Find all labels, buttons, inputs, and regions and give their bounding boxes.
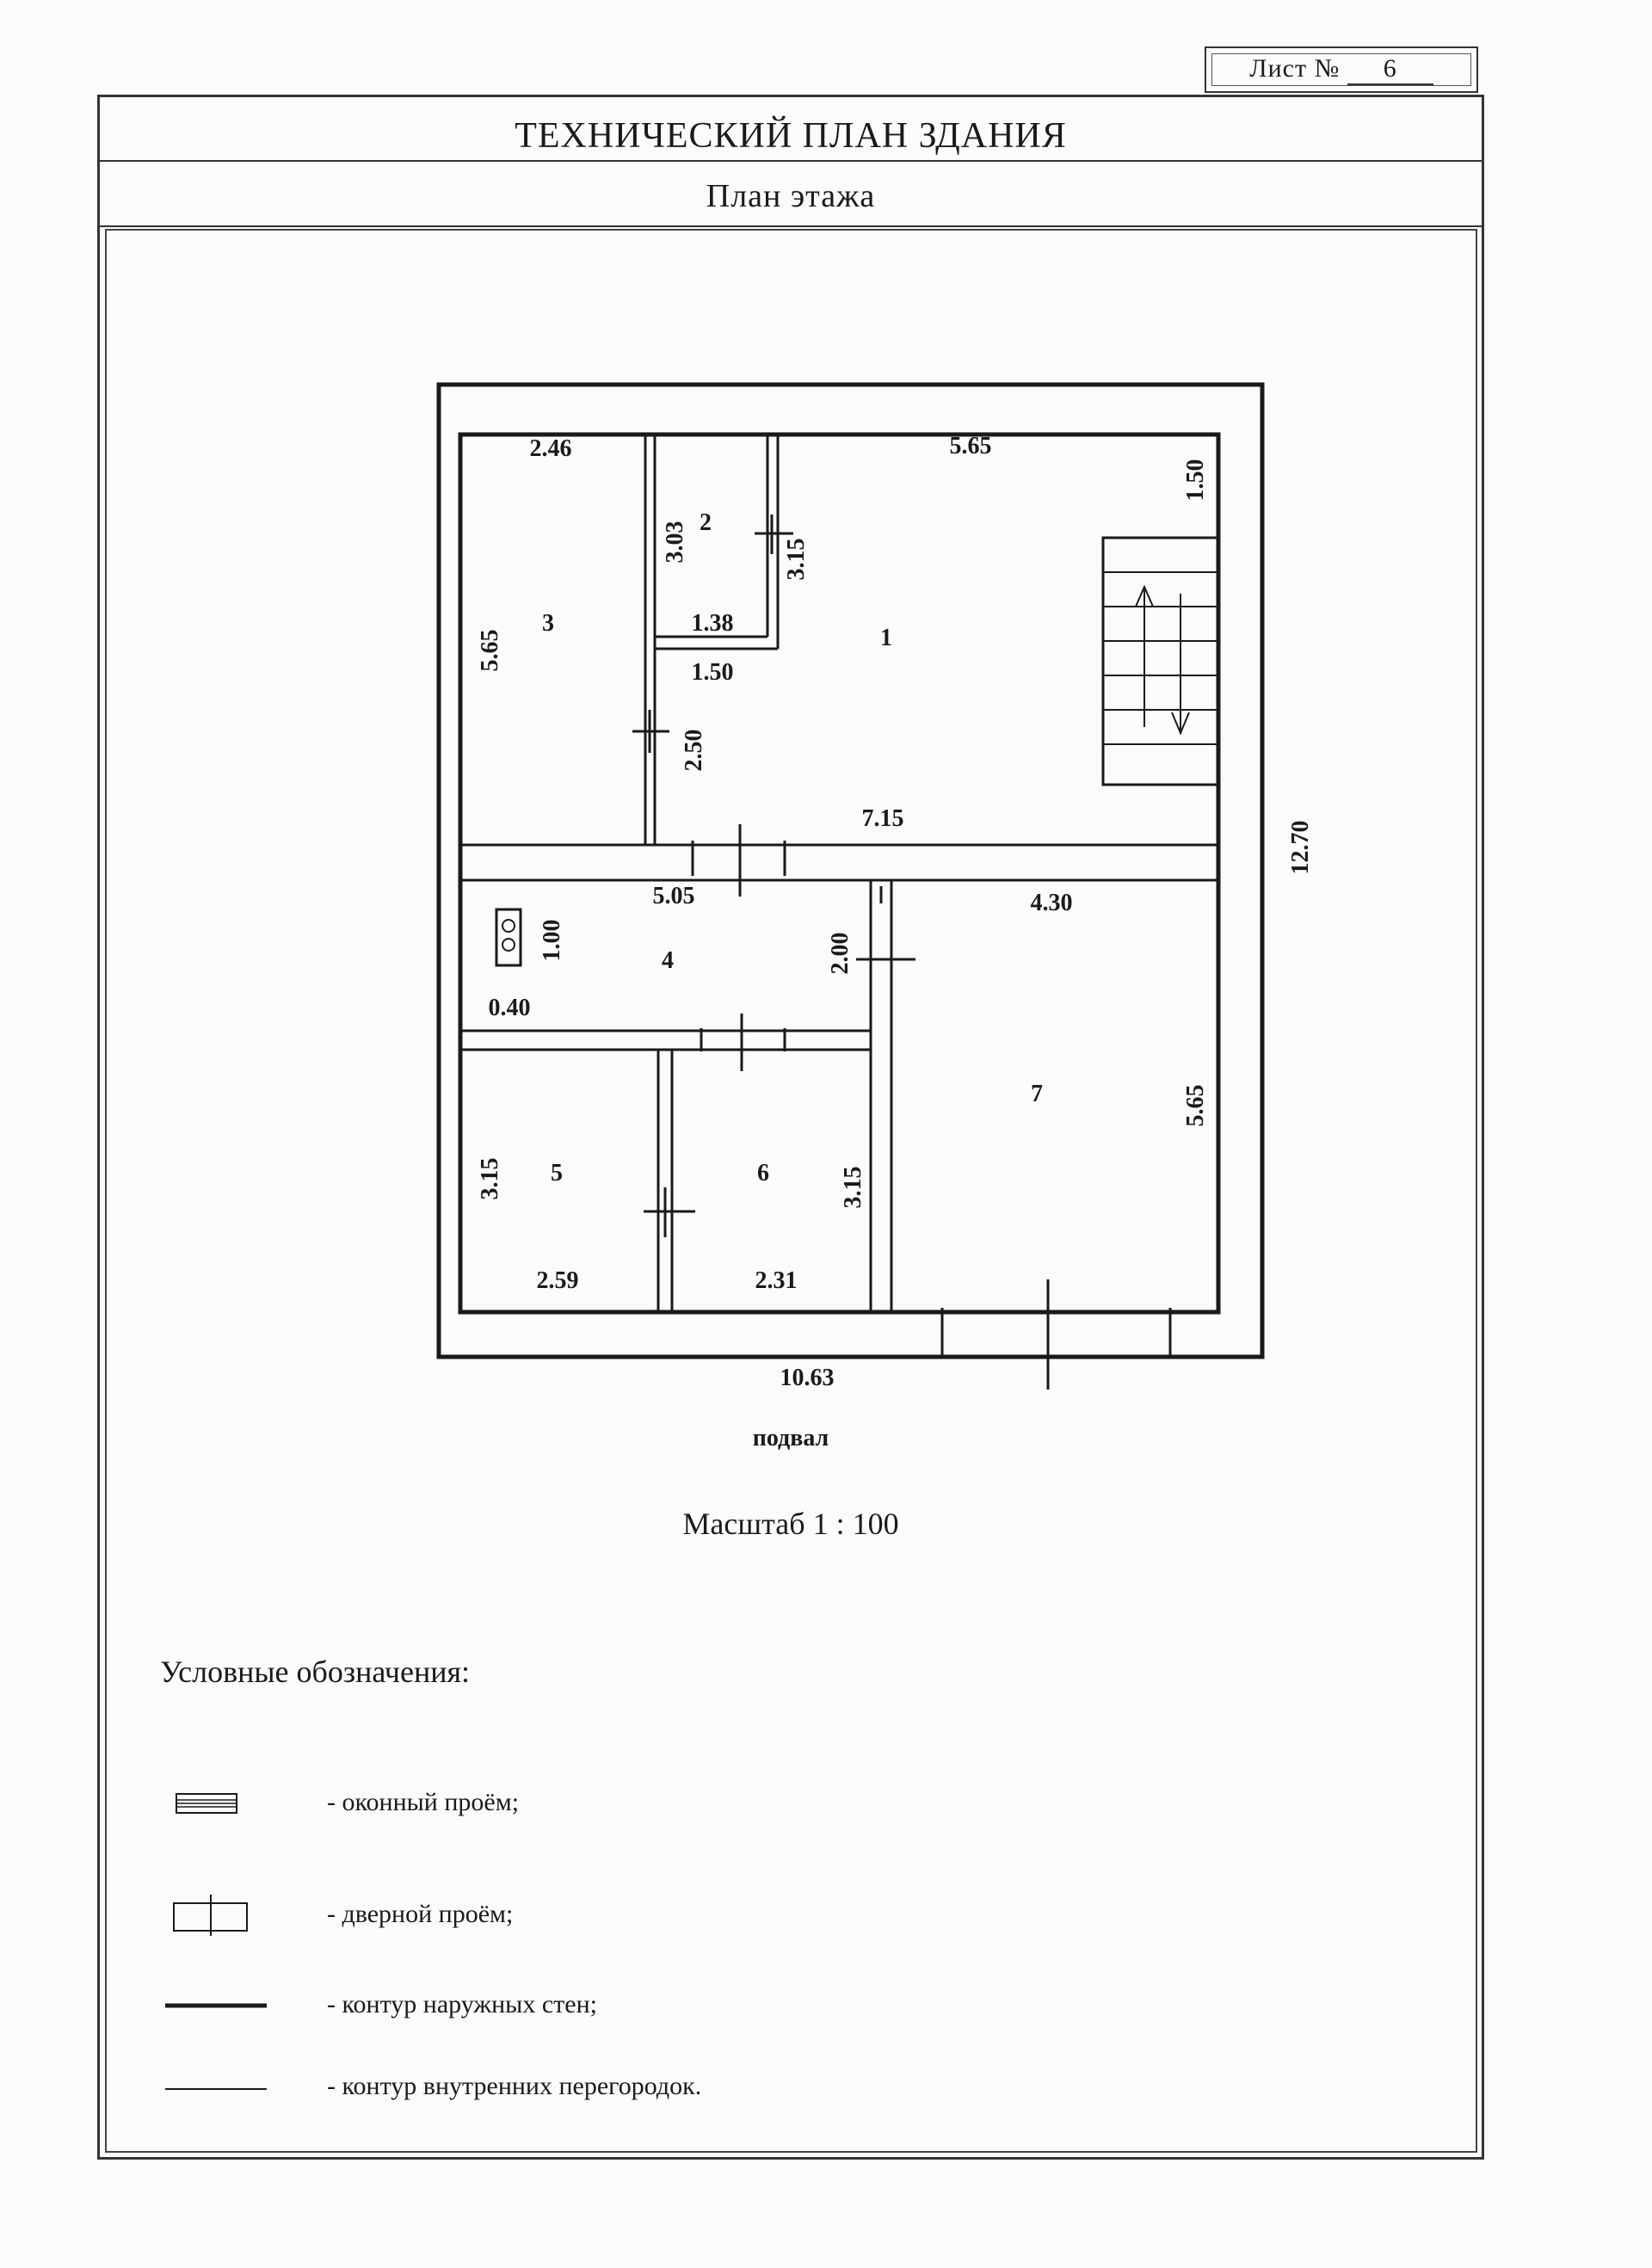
page-subtitle: План этажа (706, 178, 876, 214)
dim-1-50-r2: 1.50 (691, 659, 734, 686)
dim-5-05: 5.05 (652, 883, 695, 909)
door-opening-icon (163, 1893, 267, 1936)
dim-3-15-r5: 3.15 (477, 1157, 503, 1200)
dim-12-70: 12.70 (1287, 820, 1314, 875)
legend-text-interior-partition: - контур внутренних перегородок. (327, 2072, 702, 2100)
exterior-wall-icon (163, 1983, 267, 2026)
legend-item-interior-partition (163, 2065, 702, 2108)
legend-item-door (163, 1893, 514, 1936)
dim-3-03: 3.03 (662, 521, 688, 564)
plan-caption: подвал (752, 1425, 829, 1451)
dim-1-38: 1.38 (691, 610, 734, 637)
dim-1-50-right: 1.50 (1182, 459, 1209, 502)
dim-5-65-top: 5.65 (949, 433, 992, 459)
exterior-wall-outer (439, 385, 1262, 1357)
room-7-label: 7 (1031, 1081, 1043, 1107)
dim-2-31: 2.31 (755, 1267, 798, 1294)
legend-item-exterior-wall (163, 1983, 597, 2026)
dim-3-15-r2: 3.15 (783, 538, 810, 581)
dim-2-50: 2.50 (681, 729, 707, 772)
room-5-label: 5 (551, 1160, 563, 1186)
legend-text-window: - оконный проём; (327, 1788, 520, 1816)
page-title: ТЕХНИЧЕСКИЙ ПЛАН ЗДАНИЯ (515, 116, 1067, 156)
sheet-number: 6 (1347, 54, 1433, 85)
room-4-label: 4 (662, 947, 674, 974)
stove-symbol (496, 909, 521, 965)
dim-0-40: 0.40 (488, 995, 531, 1021)
dim-1-00: 1.00 (539, 919, 565, 962)
dim-4-30: 4.30 (1030, 890, 1073, 916)
scale-label: Масштаб 1 : 100 (682, 1507, 899, 1541)
dim-2-46: 2.46 (529, 435, 572, 462)
room-2-label: 2 (700, 509, 712, 536)
dim-3-15-r6: 3.15 (840, 1166, 866, 1209)
dim-5-65-r3: 5.65 (477, 629, 503, 672)
sheet-number-label: Лист № 6 (1249, 54, 1433, 85)
window-opening-icon (163, 1781, 267, 1824)
legend-text-door: - дверной проём; (327, 1900, 514, 1928)
legend-item-window (163, 1781, 520, 1824)
legend-text-exterior-wall: - контур наружных стен; (327, 1990, 597, 2018)
interior-partition-icon (163, 2065, 267, 2108)
legend-title: Условные обозначения: (160, 1655, 471, 1689)
room-3-label: 3 (542, 610, 554, 637)
room-1-label: 1 (880, 625, 892, 651)
door-symbols (632, 515, 1170, 1390)
room-6-label: 6 (757, 1160, 769, 1186)
dim-5-65-r7: 5.65 (1182, 1084, 1209, 1127)
dim-7-15: 7.15 (861, 805, 904, 832)
dim-10-63: 10.63 (780, 1365, 835, 1391)
dim-2-00: 2.00 (827, 932, 854, 975)
dim-2-59: 2.59 (536, 1267, 579, 1294)
stair-outline (1103, 538, 1218, 785)
